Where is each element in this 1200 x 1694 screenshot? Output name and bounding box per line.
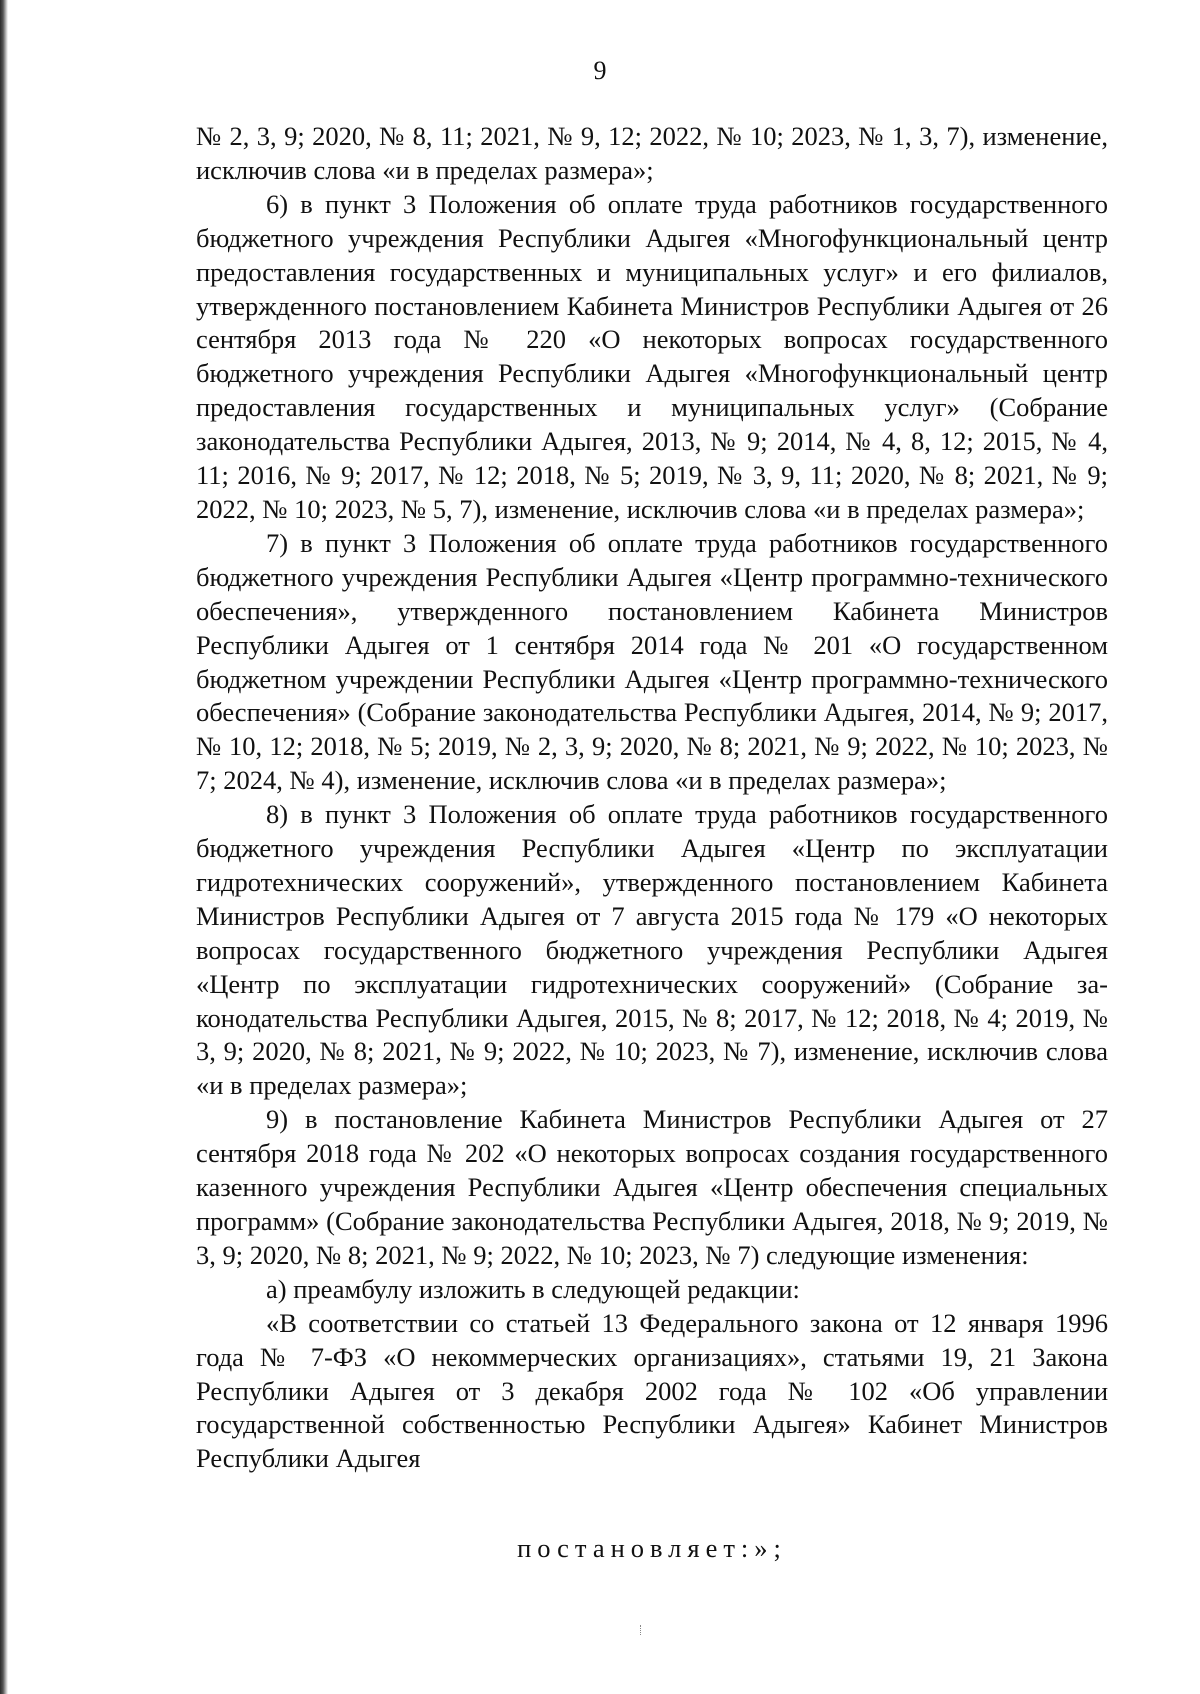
paragraph-continuation: № 2, 3, 9; 2020, № 8, 11; 2021, № 9, 12; 2022, № 10; 2023, № 1, 3, 7), изменение, исключив слова «и в пределах размера»; [196, 121, 1108, 185]
paragraph-preamble-quote: «В соответствии со статьей 13 Федерального закона от 12 января 1996 года № 7-ФЗ «О некоммерческих организациях», статьями 19, 21 Закона Республики Адыгея от 3 декабря 2002 года № 102 «Об управлении государственной собственностью Республики Адыгея» Кабинет Министров Республики Адыгея [196, 1307, 1108, 1474]
paragraph-item-8: 8) в пункт 3 Положения об оплате труда работников государственного бюджетного учреждения Республики Адыгея «Центр по эксплуатации гидротехнических сооружений», утвержденного постановлением Кабинета Министров Республики Адыгея от 7 августа 2015 года № 179 «О некоторых вопросах государственного бюджетного учреждения Республики Адыгея «Центр по эксплуатации гидротехнических сооружений» (Собрание законодательства Республики Адыгея, 2015, № 8; 2017, № 12; 2018, № 4; 2019, № 3, 9; 2020, № 8; 2021, № 9; 2022, № 10; 2023, № 7), изменение, исключив слова «и в пределах размера»; [196, 799, 1108, 1101]
scan-speck [640, 1625, 645, 1635]
paragraph-item-7: 7) в пункт 3 Положения об оплате труда работников государственного бюджетного учреждения Республики Адыгея «Центр программно-технического обеспечения», утвержденного постановлением Кабинета Министров Республики Адыгея от 1 сентября 2014 года № 201 «О государственном бюджетном учреждении Республики Адыгея «Центр программно-технического обеспечения» (Собрание законодательства Республики Адыгея, 2014, № 9; 2017, № 10, 12; 2018, № 5; 2019, № 2, 3, 9; 2020, № 8; 2021, № 9; 2022, № 10; 2023, № 7; 2024, № 4), изменение, исключив слова «и в пределах размера»; [196, 527, 1108, 796]
resolution-word: постановляет:»; [517, 1533, 787, 1564]
page-number: 9 [593, 56, 607, 85]
paragraph-subitem-a: а) преамбулу изложить в следующей редакции: [266, 1273, 800, 1304]
paragraph-item-9: 9) в постановление Кабинета Министров Республики Адыгея от 27 сентября 2018 года № 202 «О некоторых вопросах создания государственного казенного учреждения Республики Адыгея «Центр обеспечения специальных программ» (Собрание законодательства Республики Адыгея, 2018, № 9; 2019, № 3, 9; 2020, № 8; 2021, № 9; 2022, № 10; 2023, № 7) следующие изменения: [196, 1104, 1108, 1270]
document-body [196, 120, 1108, 1566]
paragraph-item-6: 6) в пункт 3 Положения об оплате труда работников государственного бюджетного учреждения Республики Адыгея «Многофункциональный центр предоставления государственных и муниципальных услуг» и его филиалов, утвержденного постановлением Кабинета Министров Республики Адыгея от 26 сентября 2013 года № 220 «О некоторых вопросах государственного бюджетного учреждения Республики Адыгея «Многофункциональный центр предоставления государственных и муниципальных услуг» (Собрание законодательства Республики Адыгея, 2013, № 9; 2014, № 4, 8, 12; 2015, № 4, 11; 2016, № 9; 2017, № 12; 2018, № 5; 2019, № 3, 9, 11; 2020, № 8; 2021, № 9; 2022, № 10; 2023, № 5, 7), изменение, исключив слова «и в пределах размера»; [196, 188, 1108, 524]
scan-edge-shadow [0, 0, 8, 1694]
